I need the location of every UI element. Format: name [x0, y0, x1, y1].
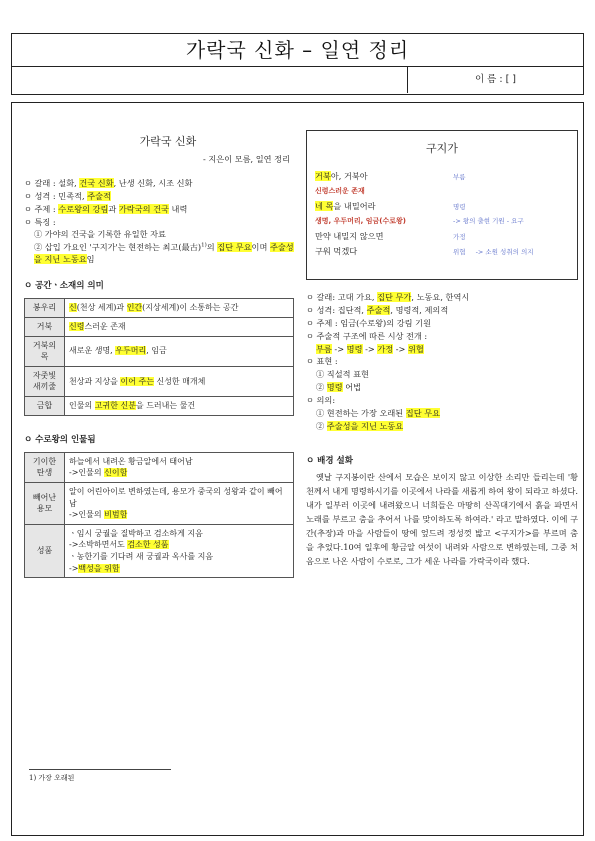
feature-item-2: ② 삽입 가요인 '구지가'는 현전하는 최고(最古)$^{1)}$의 집단 무요이며 주술성을 지닌 노동요임	[34, 242, 294, 265]
page-title: 가락국 신화 – 일연 정리	[185, 37, 410, 62]
name-box	[11, 67, 584, 95]
row-head: 금합	[25, 396, 65, 415]
table-row	[25, 317, 294, 336]
background-heading: ㅇ 배경 설화	[306, 455, 353, 466]
right-column	[306, 130, 578, 569]
song-title: 구지가	[426, 142, 458, 155]
doc-title: 가락국 신화	[139, 135, 197, 148]
table-row	[25, 524, 294, 577]
space-heading: ㅇ 공간ㆍ소재의 의미	[24, 281, 104, 292]
structure-heading: ㅇ 주술적 구조에 따른 시상 전개 :	[306, 330, 428, 341]
row-line: ㆍ임시 궁궐을 질박하고 검소하게 지음	[69, 528, 203, 538]
row-line: ㆍ농한기를 기다려 새 궁궐과 옥사를 지음	[69, 552, 214, 561]
table-row	[25, 336, 294, 366]
row-head: 빼어난 용모	[25, 483, 65, 525]
row-desc	[65, 452, 294, 482]
song-line-2: 네 목을 내밀어라 명령	[315, 200, 466, 211]
row-head: 거북	[25, 317, 65, 336]
row-desc	[65, 524, 294, 577]
expression-item-2: ② 명령 어법	[316, 382, 362, 393]
table-row	[25, 483, 294, 525]
row-head: 거북의 목	[25, 336, 65, 366]
left-column	[24, 130, 294, 578]
significance-item-1: ① 현전하는 가장 오래된 집단 무요	[316, 408, 441, 419]
row-desc: 새로운 생명, 우두머리, 임금	[65, 336, 294, 366]
table-row	[25, 452, 294, 482]
feature-heading: ㅇ 특징 :	[24, 216, 56, 227]
row-desc: 신령스러운 존재	[65, 317, 294, 336]
doc-subtitle: - 지은이 모름, 일연 정리	[203, 153, 290, 164]
table-row	[25, 299, 294, 318]
song-note-life: 생명, 우두머리, 임금(수로왕) -> 왕의 출현 기원 - 요구	[315, 216, 524, 225]
song-line-1: 거북아, 거북아 부름	[315, 170, 466, 181]
significance-heading: ㅇ 의의:	[306, 395, 336, 406]
row-head: 기이한 탄생	[25, 452, 65, 482]
row-head: 자줏빛 새끼줄	[25, 366, 65, 396]
table-row	[25, 396, 294, 415]
expression-heading: ㅇ 표현 :	[306, 356, 338, 367]
row-line: ->인물의 비범함	[69, 510, 128, 520]
row-line: ->인물의 신이함	[69, 468, 128, 478]
character-heading: ㅇ 수로왕의 인물됨	[24, 434, 96, 445]
row-line: ->소박하면서도 검소한 성품	[69, 540, 169, 550]
expression-item-1: ① 직설적 표현	[316, 369, 369, 380]
footnote: 1) 가장 오래된	[29, 774, 75, 782]
song-theme-line: ㅇ 주제 : 임금(수로왕)의 강림 기원	[306, 317, 431, 328]
space-table	[24, 298, 294, 415]
row-desc: 천상과 지상을 이어 주는 신성한 매개체	[65, 366, 294, 396]
song-nature-line: ㅇ 성격: 집단적, 주술적, 명령적, 제의적	[306, 304, 449, 315]
row-line: 하늘에서 내려온 황금알에서 태어남	[69, 456, 193, 466]
genre-line: ㅇ 갈래 : 설화, 건국 신화, 난생 신화, 시조 신화	[24, 177, 193, 188]
nature-line: ㅇ 성격 : 민족적, 주술적	[24, 190, 111, 201]
name-field[interactable]: 이 름 : [ ]	[407, 67, 583, 93]
title-box	[11, 33, 584, 67]
row-line: ->백성을 위함	[69, 563, 120, 573]
song-line-3: 만약 내밀지 않으면 가정	[315, 230, 466, 241]
row-desc: 신(천상 세계)과 인간(지상세계)이 소통하는 공간	[65, 299, 294, 318]
table-row	[25, 366, 294, 396]
theme-line: ㅇ 주제 : 수로왕의 강림과 가락국의 건국 내력	[24, 203, 188, 214]
character-table	[24, 452, 294, 578]
row-desc: 인물의 고귀한 신분을 드러내는 물건	[65, 396, 294, 415]
structure-flow: 부름 -> 명령 -> 가정 -> 위협	[316, 343, 424, 354]
row-line: 알이 어린아이로 변하였는데, 용모가 중국의 성왕과 같이 빼어남	[69, 487, 283, 508]
song-genre-line: ㅇ 갈래: 고대 가요, 집단 무가, 노동요, 한역시	[306, 292, 470, 302]
background-story: 옛날 구지봉이란 산에서 모습은 보이지 않고 이상한 소리만 들리는데 '황천께서 내게 명령하시기를 이곳에서 나라를 새롭게 하여 왕이 되라고 하셨다. 내가 일부러 이곳에 내려왔으니 너희들은 마땅히 산꼭대기에서 흙을 파면서 노래를 부르고 춤을 추어서 나를 맞이하도록 하여라.' 라고 말하였다. 이에 구간(추장)과 마을 사람들이 땅에 엎드려 정성껏 밟고 <구지가>를 부르며 춤을 추었다.10여 일후에 황금알 여섯이 내려와 사람으로 변하였는데, 그중 처음으로 나온 사람이 수로로, 그가 세운 나라를 가락국이라 했다.	[306, 472, 578, 566]
significance-item-2: ② 주술성을 지닌 노동요	[316, 420, 404, 431]
footnote-divider	[29, 769, 171, 770]
song-line-4: 구워 먹겠다 위협 -> 소원 성취의 의지	[315, 245, 534, 256]
row-desc	[65, 483, 294, 525]
feature-item-1: ① 가야의 건국을 기록한 유일한 자료	[34, 229, 166, 240]
row-head: 봉우리	[25, 299, 65, 318]
song-note-sacred: 신령스러운 존재	[315, 186, 365, 195]
row-head: 성품	[25, 524, 65, 577]
song-box	[306, 130, 578, 280]
